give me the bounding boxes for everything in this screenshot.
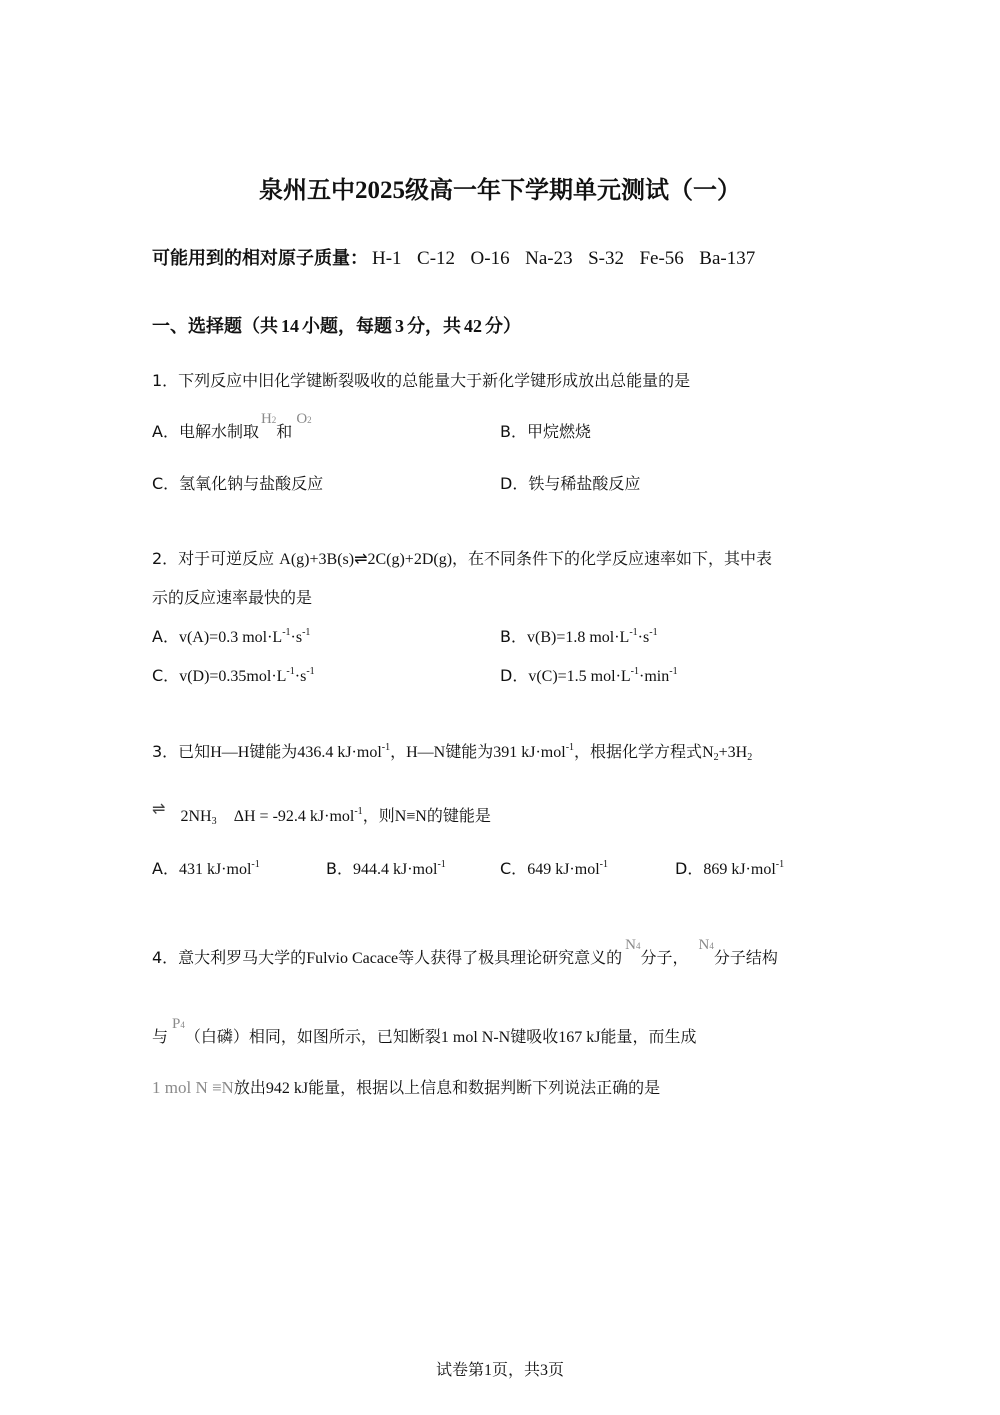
option-text: 和 xyxy=(276,422,293,441)
question-2-option-c xyxy=(152,663,315,686)
stem-text: 分子， xyxy=(640,948,689,967)
section-number: 42 xyxy=(464,316,482,336)
formula-n-triple-bond: 1 mol N ≡N xyxy=(152,1078,234,1097)
question-2-option-a xyxy=(152,624,310,647)
section-text: 小题，每题 xyxy=(302,316,392,337)
reaction-equation: A(g)+3B(s)⇌2C(g)+2D(g) xyxy=(279,551,453,568)
product: $2NH_3$ xyxy=(180,808,217,827)
formula-symbol: O xyxy=(296,411,308,427)
option-letter: B． xyxy=(326,859,353,878)
question-4-stem-line-2 xyxy=(152,1016,697,1047)
stem-text: ， xyxy=(390,742,407,761)
option-value: v(A)=0.3 $mol\cdot L^{-1}\cdot s^{-1}$ xyxy=(178,627,311,646)
stem-text: ，则 xyxy=(362,806,395,825)
option-value: v(B)=1.8 $mol\cdot L^{-1}\cdot s^{-1}$ xyxy=(526,627,658,646)
option-letter: B． xyxy=(500,627,527,646)
atomic-masses xyxy=(152,244,755,270)
question-3-option-a xyxy=(152,856,260,879)
question-1-option-a xyxy=(152,411,312,442)
option-value: 431 kJ·mol$^{-1}$ xyxy=(178,859,260,878)
amount: 1 mol N-N xyxy=(440,1029,511,1046)
energy: 167 kJ xyxy=(558,1029,601,1046)
formula-p4: P4 xyxy=(172,1016,185,1032)
question-3-option-d xyxy=(675,856,784,879)
section-text: 分，共 xyxy=(407,316,461,337)
stem-text: ，在不同条件下的化学反应速率如下，其中表 xyxy=(452,549,773,568)
question-2-stem-line-2: 示的反应速率最快的是 xyxy=(152,588,313,607)
stem-text: 分子结构 xyxy=(713,948,778,967)
stem-text: ，根据化学方程式 xyxy=(574,742,703,761)
reaction-equation: $N_2+3H_2$ xyxy=(702,744,753,763)
section-text: 分） xyxy=(485,316,521,337)
bond: H—N xyxy=(406,744,446,761)
bond-energy: 391 kJ·mol$^{-1}$ xyxy=(493,742,575,761)
question-2-stem-line-1 xyxy=(152,546,772,569)
stem-text: （白磷）相同，如图所示，已知断裂 xyxy=(184,1027,441,1046)
atomic-masses-values: H-1 C-12 O-16 Na-23 S-32 Fe-56 Ba-137 xyxy=(372,248,756,269)
current-page: 1 xyxy=(483,1362,492,1379)
section-number: 14 xyxy=(281,316,299,336)
formula-subscript: 2 xyxy=(307,415,312,425)
stem-text: 4．意大利罗马大学的 xyxy=(152,948,307,967)
stem-text: 等人获得了极具理论研究意义的 xyxy=(398,948,623,967)
question-3-option-b xyxy=(326,856,446,879)
stem-text: 键能为 xyxy=(445,742,494,761)
stem-text: 3．已知 xyxy=(152,742,211,761)
stem-text: 能量，而生成 xyxy=(600,1027,697,1046)
option-value: 944.4 kJ·mol$^{-1}$ xyxy=(352,859,446,878)
formula-n4: N4 xyxy=(625,937,641,953)
question-2-option-b xyxy=(500,624,658,647)
question-1-stem: 1．下列反应中旧化学键断裂吸收的总能量大于新化学键形成放出总能量的是 xyxy=(152,371,691,390)
title-prefix: 泉州五中 xyxy=(259,176,355,204)
stem-text: 能量，根据以上信息和数据判断下列说法正确的是 xyxy=(308,1078,661,1097)
formula-n4: N4 xyxy=(698,937,714,953)
question-3-option-c xyxy=(500,856,608,879)
option-value: $v(D)=0.35mol\cdot L^{-1}\cdot s^{-1}$ xyxy=(179,666,315,685)
question-3-stem-line-2 xyxy=(152,803,491,827)
question-2-option-d xyxy=(500,663,678,686)
option-value: 649 kJ·mol$^{-1}$ xyxy=(527,859,608,878)
question-1-option-b: B．甲烷燃烧 xyxy=(500,422,591,441)
option-value: 869 kJ·mol$^{-1}$ xyxy=(703,859,785,878)
option-value: v(C)=1.5 $mol\cdot L^{-1}\cdot\min^{-1}$ xyxy=(528,666,678,685)
section-heading xyxy=(152,312,521,338)
bond: H—H xyxy=(210,744,250,761)
energy: 942 kJ xyxy=(265,1080,309,1097)
stem-text: 2．对于可逆反应 xyxy=(152,549,275,568)
page-title xyxy=(0,170,1000,205)
question-4-stem-line-3 xyxy=(152,1075,660,1098)
option-letter: D． xyxy=(500,666,529,685)
question-1-option-d: D．铁与稀盐酸反应 xyxy=(500,474,641,493)
option-letter: C． xyxy=(500,859,528,878)
formula-h2 xyxy=(261,411,276,427)
option-text: A．电解水制取 xyxy=(152,422,259,441)
section-number: 3 xyxy=(395,316,404,336)
stem-text: 与 xyxy=(152,1027,169,1046)
option-letter: D． xyxy=(675,859,704,878)
atomic-masses-label: 可能用到的相对原子质量： xyxy=(152,248,368,269)
question-4-stem-line-1 xyxy=(152,937,778,968)
bond-energy: 436.4 kJ·mol$^{-1}$ xyxy=(297,742,391,761)
total-pages: 3 xyxy=(540,1362,548,1379)
formula-symbol: H xyxy=(260,411,272,427)
footer-text: 试卷第 xyxy=(435,1360,484,1379)
question-1-option-c: C．氢氧化钠与盐酸反应 xyxy=(152,474,324,493)
option-letter: C． xyxy=(152,666,180,685)
bond: N≡N xyxy=(394,808,427,825)
stem-text: 放出 xyxy=(233,1078,266,1097)
section-text: 一、选择题（共 xyxy=(152,316,278,337)
stem-text: 键吸收 xyxy=(510,1027,559,1046)
footer-text: 页，共 xyxy=(491,1360,540,1379)
footer-text: 页 xyxy=(548,1360,565,1379)
formula-o2 xyxy=(296,411,311,427)
option-letter: A． xyxy=(152,859,179,878)
stem-text: 键能为 xyxy=(249,742,298,761)
title-suffix: 级高一年下学期单元测试（一） xyxy=(405,176,741,204)
question-3-stem-line-1 xyxy=(152,739,752,763)
equilibrium-arrow-icon: ⇌ xyxy=(152,801,166,818)
page-footer xyxy=(0,1357,1000,1380)
stem-text: 的键能是 xyxy=(426,806,491,825)
formula-subscript: 2 xyxy=(271,415,277,425)
option-letter: A． xyxy=(152,627,179,646)
enthalpy: ΔH = -92.4 kJ·mol$^{-1}$ xyxy=(233,806,363,825)
title-year: 2025 xyxy=(355,177,405,204)
person-name: Fulvio Cacace xyxy=(306,950,399,967)
